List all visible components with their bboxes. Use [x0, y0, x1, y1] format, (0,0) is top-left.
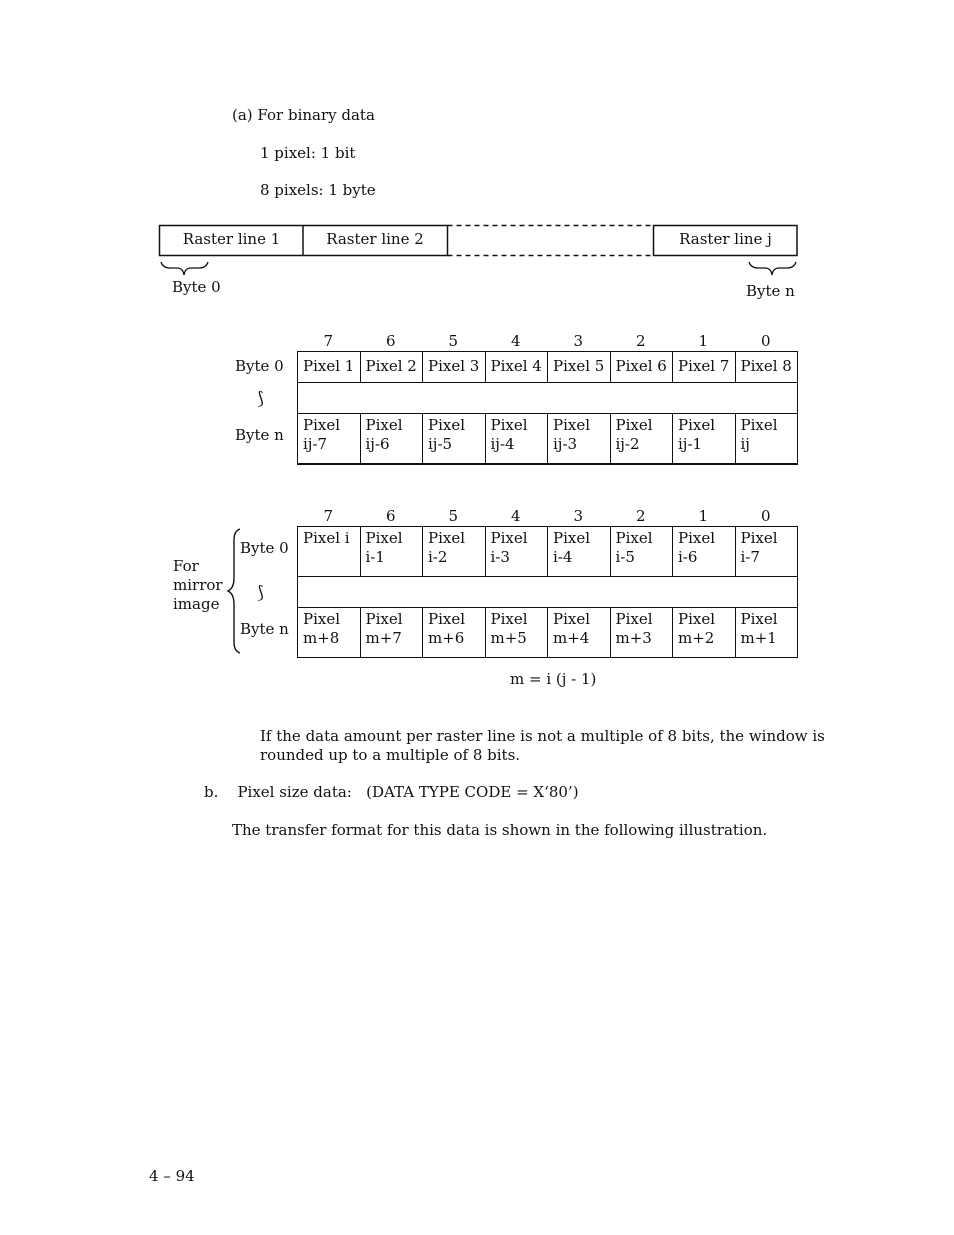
table-cell: Pixel i-1: [360, 527, 423, 577]
table-cell: Pixel ij-6: [360, 414, 423, 464]
binary-data-heading: (a) For binary data: [232, 106, 375, 124]
page-number: 4 – 94: [149, 1167, 195, 1185]
table-cell: Pixel 6: [610, 352, 673, 383]
table-gap-cell: [298, 383, 798, 414]
table2-ellipsis: ⟆: [257, 583, 264, 603]
raster-line-1-label: Raster line 1: [182, 230, 281, 248]
table-row: [298, 352, 798, 383]
byte-0-label: Byte 0: [172, 278, 221, 296]
bit-number: 3: [573, 332, 584, 350]
table-cell: Pixel ij-1: [673, 414, 736, 464]
table-cell: Pixel i-4: [548, 527, 611, 577]
table-cell: Pixel m+7: [360, 608, 423, 658]
bit-number: 1: [698, 332, 709, 350]
bit-number: 6: [385, 332, 396, 350]
bit-number: 7: [323, 507, 334, 525]
byte-n-label: Byte n: [746, 282, 795, 300]
mirror-pixel-byte-table: [297, 526, 798, 658]
pixels-byte-line: 8 pixels: 1 byte: [260, 181, 376, 199]
table-cell: Pixel m+1: [735, 608, 798, 658]
table-cell: Pixel ij-7: [298, 414, 361, 464]
table-cell: Pixel ij: [735, 414, 798, 464]
table-cell: Pixel m+8: [298, 608, 361, 658]
table-cell: Pixel ij-3: [548, 414, 611, 464]
bit-number: 2: [635, 507, 646, 525]
bit-number: 5: [448, 507, 459, 525]
bit-number: 4: [510, 332, 521, 350]
table-cell: Pixel ij-2: [610, 414, 673, 464]
raster-line-2-label: Raster line 2: [326, 230, 424, 248]
bit-number: 3: [573, 507, 584, 525]
bit-number: 6: [385, 507, 396, 525]
bit-number: 0: [760, 507, 771, 525]
table-cell: Pixel m+2: [673, 608, 736, 658]
byte-0-brace: [161, 262, 208, 275]
table-gap-row: [298, 383, 798, 414]
table-cell: Pixel i: [298, 527, 361, 577]
bit-number: 4: [510, 507, 521, 525]
pixel-bit-line: 1 pixel: 1 bit: [260, 144, 356, 162]
byte-n-brace: [749, 262, 796, 275]
table2-byte-n-label: Byte n: [240, 620, 289, 638]
bit-number: 1: [698, 507, 709, 525]
bit-number: 2: [635, 332, 646, 350]
table1-bottom-rule: [297, 463, 798, 465]
table-cell: Pixel 2: [360, 352, 423, 383]
bit-number: 5: [448, 332, 459, 350]
raster-line-diagram: [150, 215, 810, 285]
table-cell: Pixel 5: [548, 352, 611, 383]
table2-byte-0-label: Byte 0: [240, 539, 289, 557]
table-gap-row: [298, 577, 798, 608]
window-rounding-note: If the data amount per raster line is not a multiple of 8 bits, the window is rounded up to a multiple of 8 bits.: [260, 727, 825, 764]
table-cell: Pixel i-2: [423, 527, 486, 577]
table-cell: Pixel 1: [298, 352, 361, 383]
bit-number: 0: [760, 332, 771, 350]
table-cell: Pixel 7: [673, 352, 736, 383]
table-gap-cell: [298, 577, 798, 608]
table-row: [298, 527, 798, 577]
table-row: [298, 414, 798, 464]
table1-ellipsis: ⟆: [257, 389, 264, 409]
table1-byte-n-label: Byte n: [235, 426, 284, 444]
transfer-format-text: The transfer format for this data is shown in the following illustration.: [232, 821, 768, 839]
table-cell: Pixel ij-4: [485, 414, 548, 464]
table-cell: Pixel ij-5: [423, 414, 486, 464]
table1-byte-0-label: Byte 0: [235, 357, 284, 375]
table-cell: Pixel 4: [485, 352, 548, 383]
table-cell: Pixel m+3: [610, 608, 673, 658]
pixel-size-heading: b. Pixel size data: (DATA TYPE CODE = X‘80’): [204, 783, 579, 801]
table-cell: Pixel i-7: [735, 527, 798, 577]
table-cell: Pixel i-6: [673, 527, 736, 577]
raster-line-j-label: Raster line j: [679, 230, 772, 248]
table-cell: Pixel 3: [423, 352, 486, 383]
table-cell: Pixel 8: [735, 352, 798, 383]
table-row: [298, 608, 798, 658]
bit-number: 7: [323, 332, 334, 350]
table-cell: Pixel m+5: [485, 608, 548, 658]
table-cell: Pixel i-3: [485, 527, 548, 577]
m-formula: m = i (j - 1): [510, 670, 597, 688]
mirror-image-label: For mirror image: [173, 557, 223, 613]
table-cell: Pixel m+4: [548, 608, 611, 658]
table-cell: Pixel i-5: [610, 527, 673, 577]
pixel-byte-table: [297, 351, 798, 464]
table-cell: Pixel m+6: [423, 608, 486, 658]
